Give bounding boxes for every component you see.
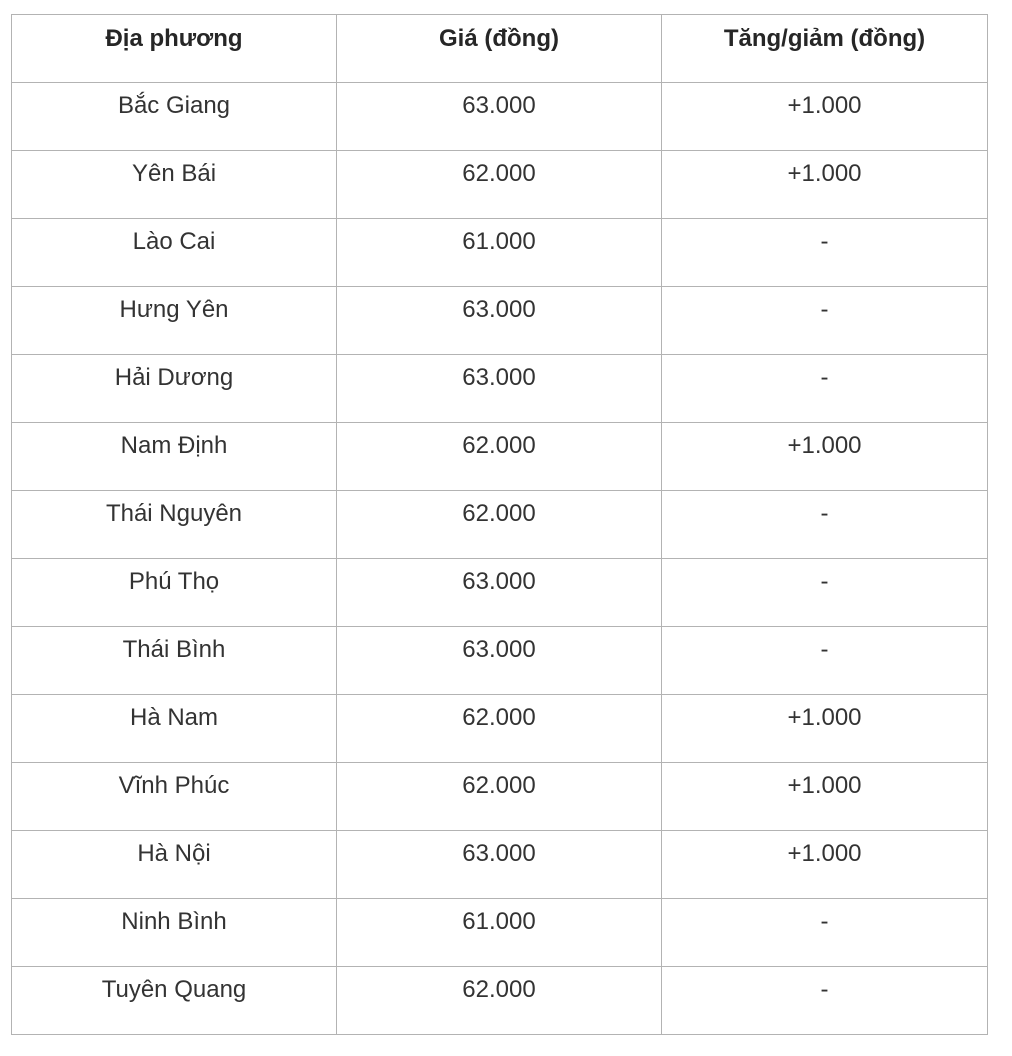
cell-change: -	[662, 287, 988, 355]
cell-location: Hưng Yên	[12, 287, 337, 355]
column-header-label: Địa phương	[105, 25, 243, 52]
table-row	[12, 151, 988, 219]
cell-price: 63.000	[337, 559, 662, 627]
cell-price: 62.000	[337, 151, 662, 219]
cell-change: -	[662, 491, 988, 559]
price-table	[11, 14, 988, 1035]
cell-location: Tuyên Quang	[12, 967, 337, 1035]
cell-location: Vĩnh Phúc	[12, 763, 337, 831]
table-row	[12, 423, 988, 491]
cell-change: +1.000	[662, 83, 988, 151]
cell-price: 62.000	[337, 967, 662, 1035]
cell-change: -	[662, 219, 988, 287]
cell-location: Lào Cai	[12, 219, 337, 287]
column-header-label: Tăng/giảm (đồng)	[723, 25, 926, 52]
cell-location: Bắc Giang	[12, 83, 337, 151]
table-row	[12, 967, 988, 1035]
column-header-location	[12, 15, 337, 83]
cell-change: +1.000	[662, 151, 988, 219]
cell-change: -	[662, 559, 988, 627]
cell-price: 62.000	[337, 423, 662, 491]
cell-price: 63.000	[337, 287, 662, 355]
cell-change: +1.000	[662, 423, 988, 491]
cell-change: +1.000	[662, 831, 988, 899]
table-row	[12, 219, 988, 287]
cell-location: Thái Nguyên	[12, 491, 337, 559]
cell-price: 62.000	[337, 695, 662, 763]
cell-price: 63.000	[337, 627, 662, 695]
cell-location: Ninh Bình	[12, 899, 337, 967]
table-row	[12, 491, 988, 559]
column-header-price	[337, 15, 662, 83]
cell-change: -	[662, 627, 988, 695]
cell-price: 61.000	[337, 219, 662, 287]
cell-change: +1.000	[662, 763, 988, 831]
cell-price: 63.000	[337, 831, 662, 899]
table-body	[12, 83, 988, 1035]
table-header-row	[12, 15, 988, 83]
table-row	[12, 763, 988, 831]
table-row	[12, 831, 988, 899]
cell-price: 62.000	[337, 763, 662, 831]
table-row	[12, 899, 988, 967]
table-row	[12, 627, 988, 695]
cell-location: Hải Dương	[12, 355, 337, 423]
table-row	[12, 355, 988, 423]
price-table-container	[11, 14, 987, 1035]
cell-change: -	[662, 899, 988, 967]
cell-change: +1.000	[662, 695, 988, 763]
cell-location: Hà Nam	[12, 695, 337, 763]
table-row	[12, 559, 988, 627]
table-row	[12, 83, 988, 151]
cell-price: 62.000	[337, 491, 662, 559]
column-header-change	[662, 15, 988, 83]
cell-location: Nam Định	[12, 423, 337, 491]
cell-price: 61.000	[337, 899, 662, 967]
cell-location: Thái Bình	[12, 627, 337, 695]
cell-price: 63.000	[337, 355, 662, 423]
cell-change: -	[662, 967, 988, 1035]
table-row	[12, 287, 988, 355]
cell-change: -	[662, 355, 988, 423]
cell-location: Yên Bái	[12, 151, 337, 219]
table-header	[12, 15, 988, 83]
table-row	[12, 695, 988, 763]
cell-location: Phú Thọ	[12, 559, 337, 627]
column-header-label: Giá (đồng)	[439, 25, 559, 52]
cell-price: 63.000	[337, 83, 662, 151]
cell-location: Hà Nội	[12, 831, 337, 899]
